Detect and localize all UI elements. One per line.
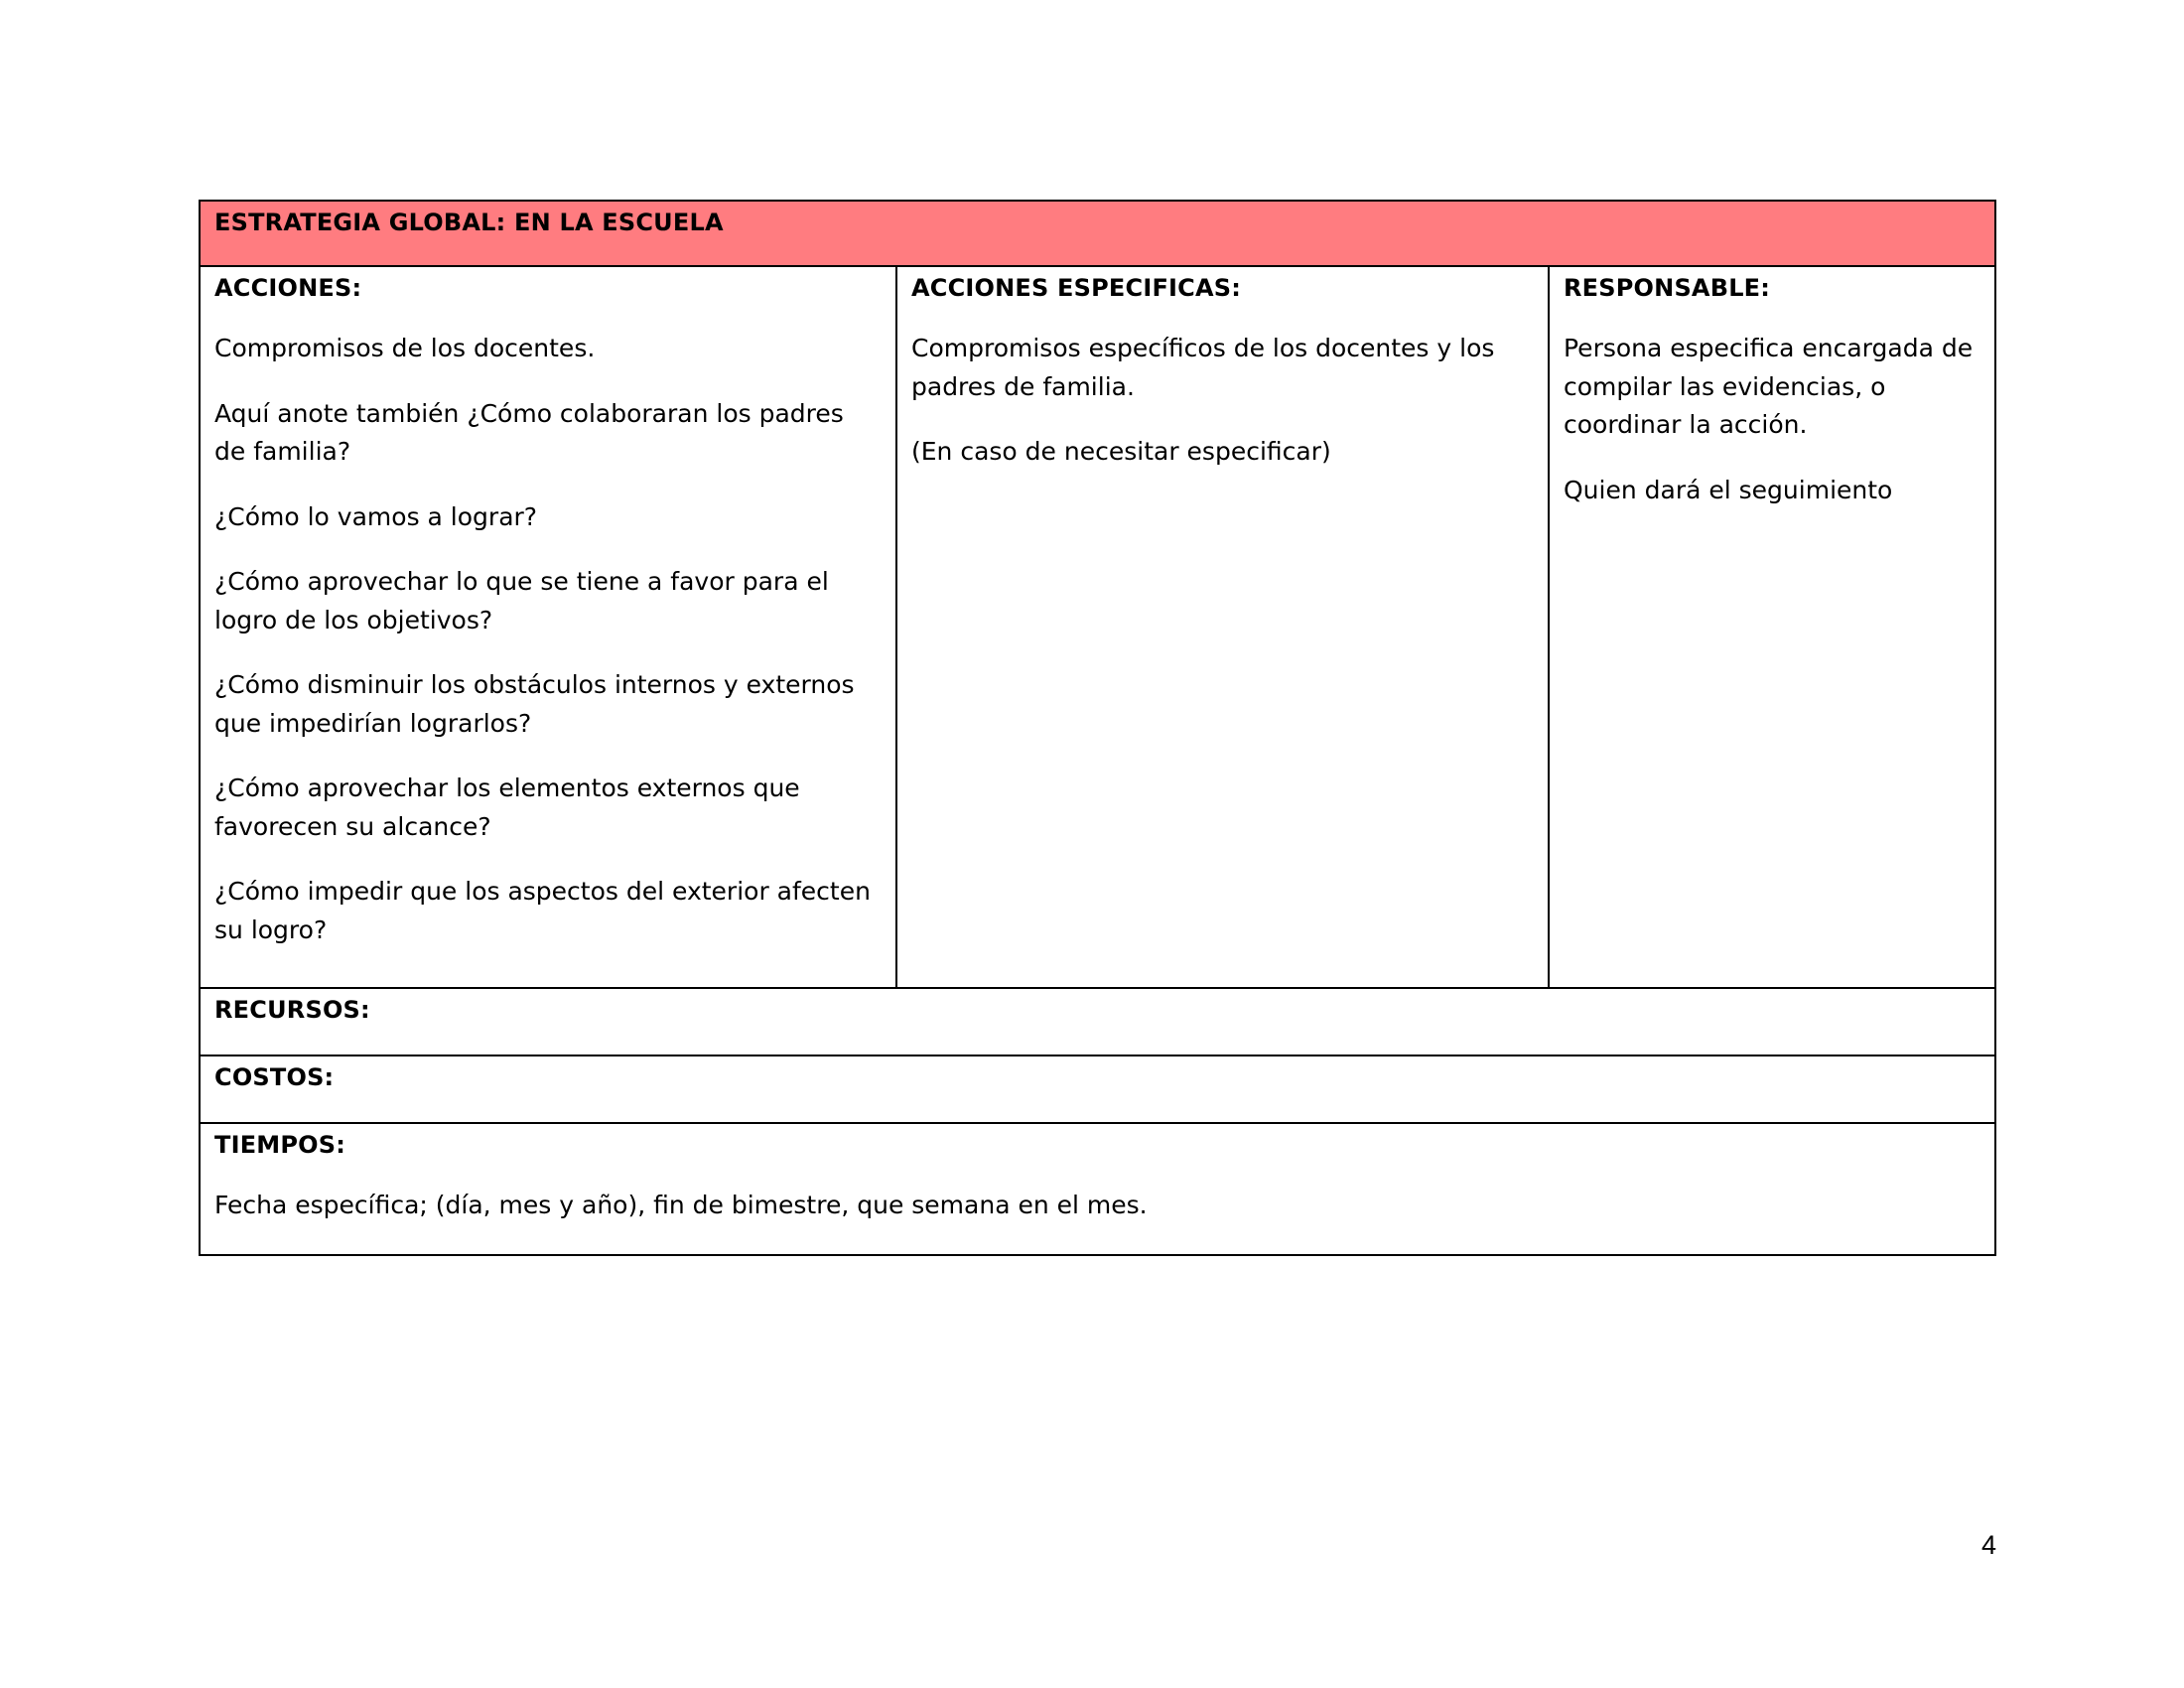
responsable-item: Persona especifica encargada de compilar las evidencias, o coordinar la acción. (1564, 334, 1974, 439)
responsable-item: Quien dará el seguimiento (1564, 475, 1893, 504)
recursos-row (201, 989, 1994, 1056)
costos-row (201, 1056, 1994, 1124)
page-number: 4 (1981, 1530, 1997, 1560)
recursos-label: RECURSOS: (214, 996, 370, 1024)
table-header-row (201, 202, 1994, 267)
acciones-item: Compromisos de los docentes. (214, 334, 596, 362)
acciones-item: ¿Cómo disminuir los obstáculos internos y externos que impedirían lograrlos? (214, 670, 855, 738)
tiempos-label: TIEMPOS: (214, 1131, 346, 1159)
tiempos-row (201, 1124, 1994, 1254)
acciones-especificas-item: Compromisos específicos de los docentes y los padres de familia. (911, 334, 1495, 401)
acciones-item: ¿Cómo impedir que los aspectos del exterior afecten su logro? (214, 877, 871, 944)
acciones-item: ¿Cómo aprovechar los elementos externos que favorecen su alcance? (214, 774, 800, 841)
acciones-cell (201, 267, 895, 987)
acciones-label: ACCIONES: (214, 274, 362, 302)
acciones-item: ¿Cómo aprovechar lo que se tiene a favor para el logro de los objetivos? (214, 567, 829, 634)
actions-row (201, 267, 1994, 989)
table-header-title: ESTRATEGIA GLOBAL: EN LA ESCUELA (214, 209, 724, 236)
acciones-item: ¿Cómo lo vamos a lograr? (214, 501, 538, 531)
acciones-especificas-label: ACCIONES ESPECIFICAS: (911, 274, 1242, 302)
responsable-label: RESPONSABLE: (1564, 274, 1771, 302)
acciones-item: Aquí anote también ¿Cómo colaboraran los padres de familia? (214, 398, 844, 466)
tiempos-text: Fecha específica; (día, mes y año), fin de bimestre, que semana en el mes. (214, 1191, 1148, 1219)
strategy-table (199, 200, 1996, 1256)
acciones-especificas-cell (895, 267, 1548, 987)
responsable-cell (1548, 267, 1994, 987)
acciones-especificas-item: (En caso de necesitar especificar) (911, 437, 1331, 466)
costos-label: COSTOS: (214, 1063, 335, 1091)
